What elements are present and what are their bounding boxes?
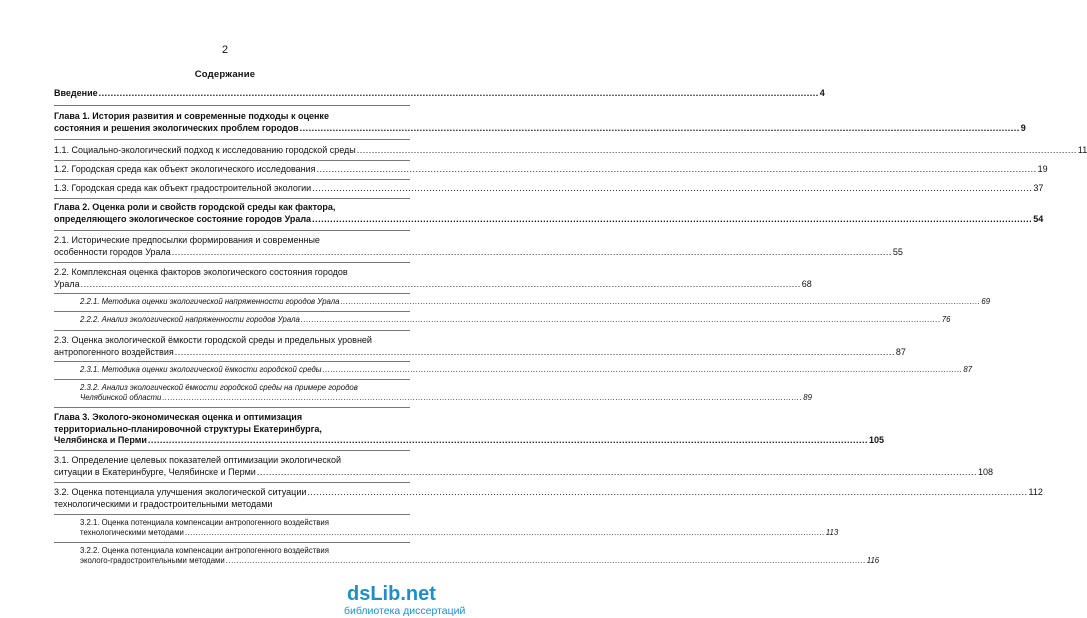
- divider: [54, 514, 410, 515]
- toc-entry-text: Глава 3. Эколого-экономическая оценка и оптимизация: [54, 412, 303, 422]
- toc-entry-page: 54: [1033, 213, 1044, 224]
- toc-entry-page: 69: [981, 297, 991, 306]
- toc-entry-text: Урала: [54, 278, 80, 289]
- toc-entry-text: антропогенного воздействия: [54, 346, 174, 357]
- toc-entry-text: 2.2. Комплексная оценка факторов экологического состояния городов: [54, 267, 348, 277]
- divider: [54, 230, 410, 231]
- toc-entry-chapter-3[interactable]: [54, 412, 885, 447]
- toc-entry-page: 4: [819, 88, 825, 98]
- toc-entry-page: 112: [1028, 487, 1043, 497]
- toc-entry-text: 2.2.1. Методика оценки экологической напряженности городов Урала: [80, 297, 340, 306]
- divider: [54, 379, 410, 380]
- divider: [54, 542, 410, 543]
- toc-entry-text: эколого-градостроительными методами: [80, 556, 225, 565]
- toc-entry-text: 2.3. Оценка экологической ёмкости городской среды и предельных уровней: [54, 335, 372, 345]
- toc-entry-page: 68: [801, 278, 812, 289]
- page-title: Содержание: [194, 69, 256, 80]
- toc-entry-text: 3.2.2. Оценка потенциала компенсации антропогенного воздействия: [80, 546, 329, 555]
- toc-entry-page: 11: [1077, 145, 1087, 155]
- toc-entry-text: 3.2.1. Оценка потенциала компенсации антропогенного воздействия: [80, 518, 329, 527]
- toc-entry-page: 87: [963, 365, 973, 374]
- toc-entry-page: 37: [1033, 183, 1044, 193]
- divider: [54, 160, 410, 161]
- toc-entry-3-1[interactable]: [54, 455, 993, 478]
- toc-entry-text: 2.2.2. Анализ экологической напряженности городов Урала: [80, 315, 300, 324]
- toc-entry-chapter-1[interactable]: [54, 111, 1026, 134]
- toc-entry-text: Челябинской области: [80, 393, 162, 402]
- toc-entry-1-3[interactable]: [54, 183, 1044, 195]
- toc-entry-text: 1.3. Городская среда как объект градостроительной экологии: [54, 183, 312, 193]
- divider: [54, 293, 410, 294]
- toc-entry-2-2-1[interactable]: [80, 297, 991, 307]
- toc-entry-text: территориально-планировочной структуры Екатеринбурга,: [54, 423, 322, 434]
- toc-entry-text: 1.1. Социально-экологический подход к исследованию городской среды: [54, 145, 356, 155]
- toc-entry-1-1[interactable]: [54, 145, 1087, 157]
- divider: [54, 179, 410, 180]
- divider: [54, 330, 410, 331]
- watermark-subtitle: библиотека диссертаций: [344, 605, 466, 617]
- toc-entry-text: 3.2. Оценка потенциала улучшения экологической ситуации: [54, 487, 307, 497]
- toc-entry-page: 113: [825, 528, 839, 537]
- toc-entry-2-1[interactable]: [54, 235, 903, 258]
- toc-entry-page: 55: [892, 246, 903, 257]
- toc-entry-chapter-2[interactable]: [54, 202, 1044, 225]
- divider: [54, 450, 410, 451]
- toc-entry-text: 2.3.1. Методика оценки экологической ёмкости городской среды: [80, 365, 322, 374]
- toc-entry-1-2[interactable]: [54, 164, 1048, 176]
- divider: [54, 105, 410, 106]
- toc-entry-text: Челябинска и Перми: [54, 435, 147, 445]
- divider: [54, 361, 410, 362]
- toc-entry-page: 87: [895, 346, 906, 357]
- divider: [54, 262, 410, 263]
- toc-entry-intro[interactable]: [54, 88, 825, 100]
- toc-entry-text: 2.1. Исторические предпосылки формирования и современные: [54, 235, 320, 245]
- divider: [54, 311, 410, 312]
- toc-entry-2-3-1[interactable]: [80, 365, 973, 375]
- toc-entry-text: Введение: [54, 88, 98, 98]
- toc-entry-page: 116: [866, 556, 880, 565]
- toc-entry-text: Глава 2. Оценка роли и свойств городской среды как фактора,: [54, 202, 336, 212]
- toc-entry-text: Глава 1. История развития и современные подходы к оценке: [54, 111, 329, 121]
- toc-entry-page: 105: [869, 435, 885, 445]
- toc-entry-2-2-2[interactable]: [80, 315, 951, 325]
- toc-entry-page: 76: [941, 315, 951, 324]
- toc-entry-2-3[interactable]: [54, 335, 906, 358]
- toc-entry-text: 1.2. Городская среда как объект экологического исследования: [54, 164, 316, 174]
- page-number: 2: [221, 44, 229, 56]
- toc-entry-text: технологическими методами: [80, 528, 184, 537]
- toc-entry-3-2[interactable]: [54, 487, 1043, 510]
- toc-entry-3-2-1[interactable]: [80, 518, 839, 538]
- toc-entry-2-2[interactable]: [54, 267, 812, 290]
- divider: [54, 198, 410, 199]
- toc-entry-text: 2.3.2. Анализ экологической ёмкости городской среды на примере городов: [80, 383, 358, 392]
- toc-entry-page: 108: [977, 466, 993, 477]
- toc-entry-text: особенности городов Урала: [54, 246, 171, 257]
- watermark: [330, 583, 466, 618]
- toc-entry-text: определяющего экологическое состояние городов Урала: [54, 213, 312, 224]
- toc-entry-page: 9: [1020, 122, 1026, 133]
- divider: [54, 407, 410, 408]
- toc-entry-text: ситуации в Екатеринбурге, Челябинске и Перми: [54, 466, 256, 477]
- toc-entry-page: 19: [1037, 164, 1048, 174]
- toc-entry-text: состояния и решения экологических проблем городов: [54, 122, 299, 133]
- divider: [54, 139, 410, 140]
- toc-entry-3-2-2[interactable]: [80, 546, 880, 566]
- divider: [54, 482, 410, 483]
- toc-entry-text: технологическими и градостроительными методами: [54, 498, 273, 509]
- watermark-logo: dsLib.net: [347, 583, 436, 605]
- toc-entry-2-3-2[interactable]: [80, 383, 812, 403]
- toc-entry-page: 89: [803, 393, 812, 402]
- toc-entry-text: 3.1. Определение целевых показателей оптимизации экологической: [54, 455, 342, 465]
